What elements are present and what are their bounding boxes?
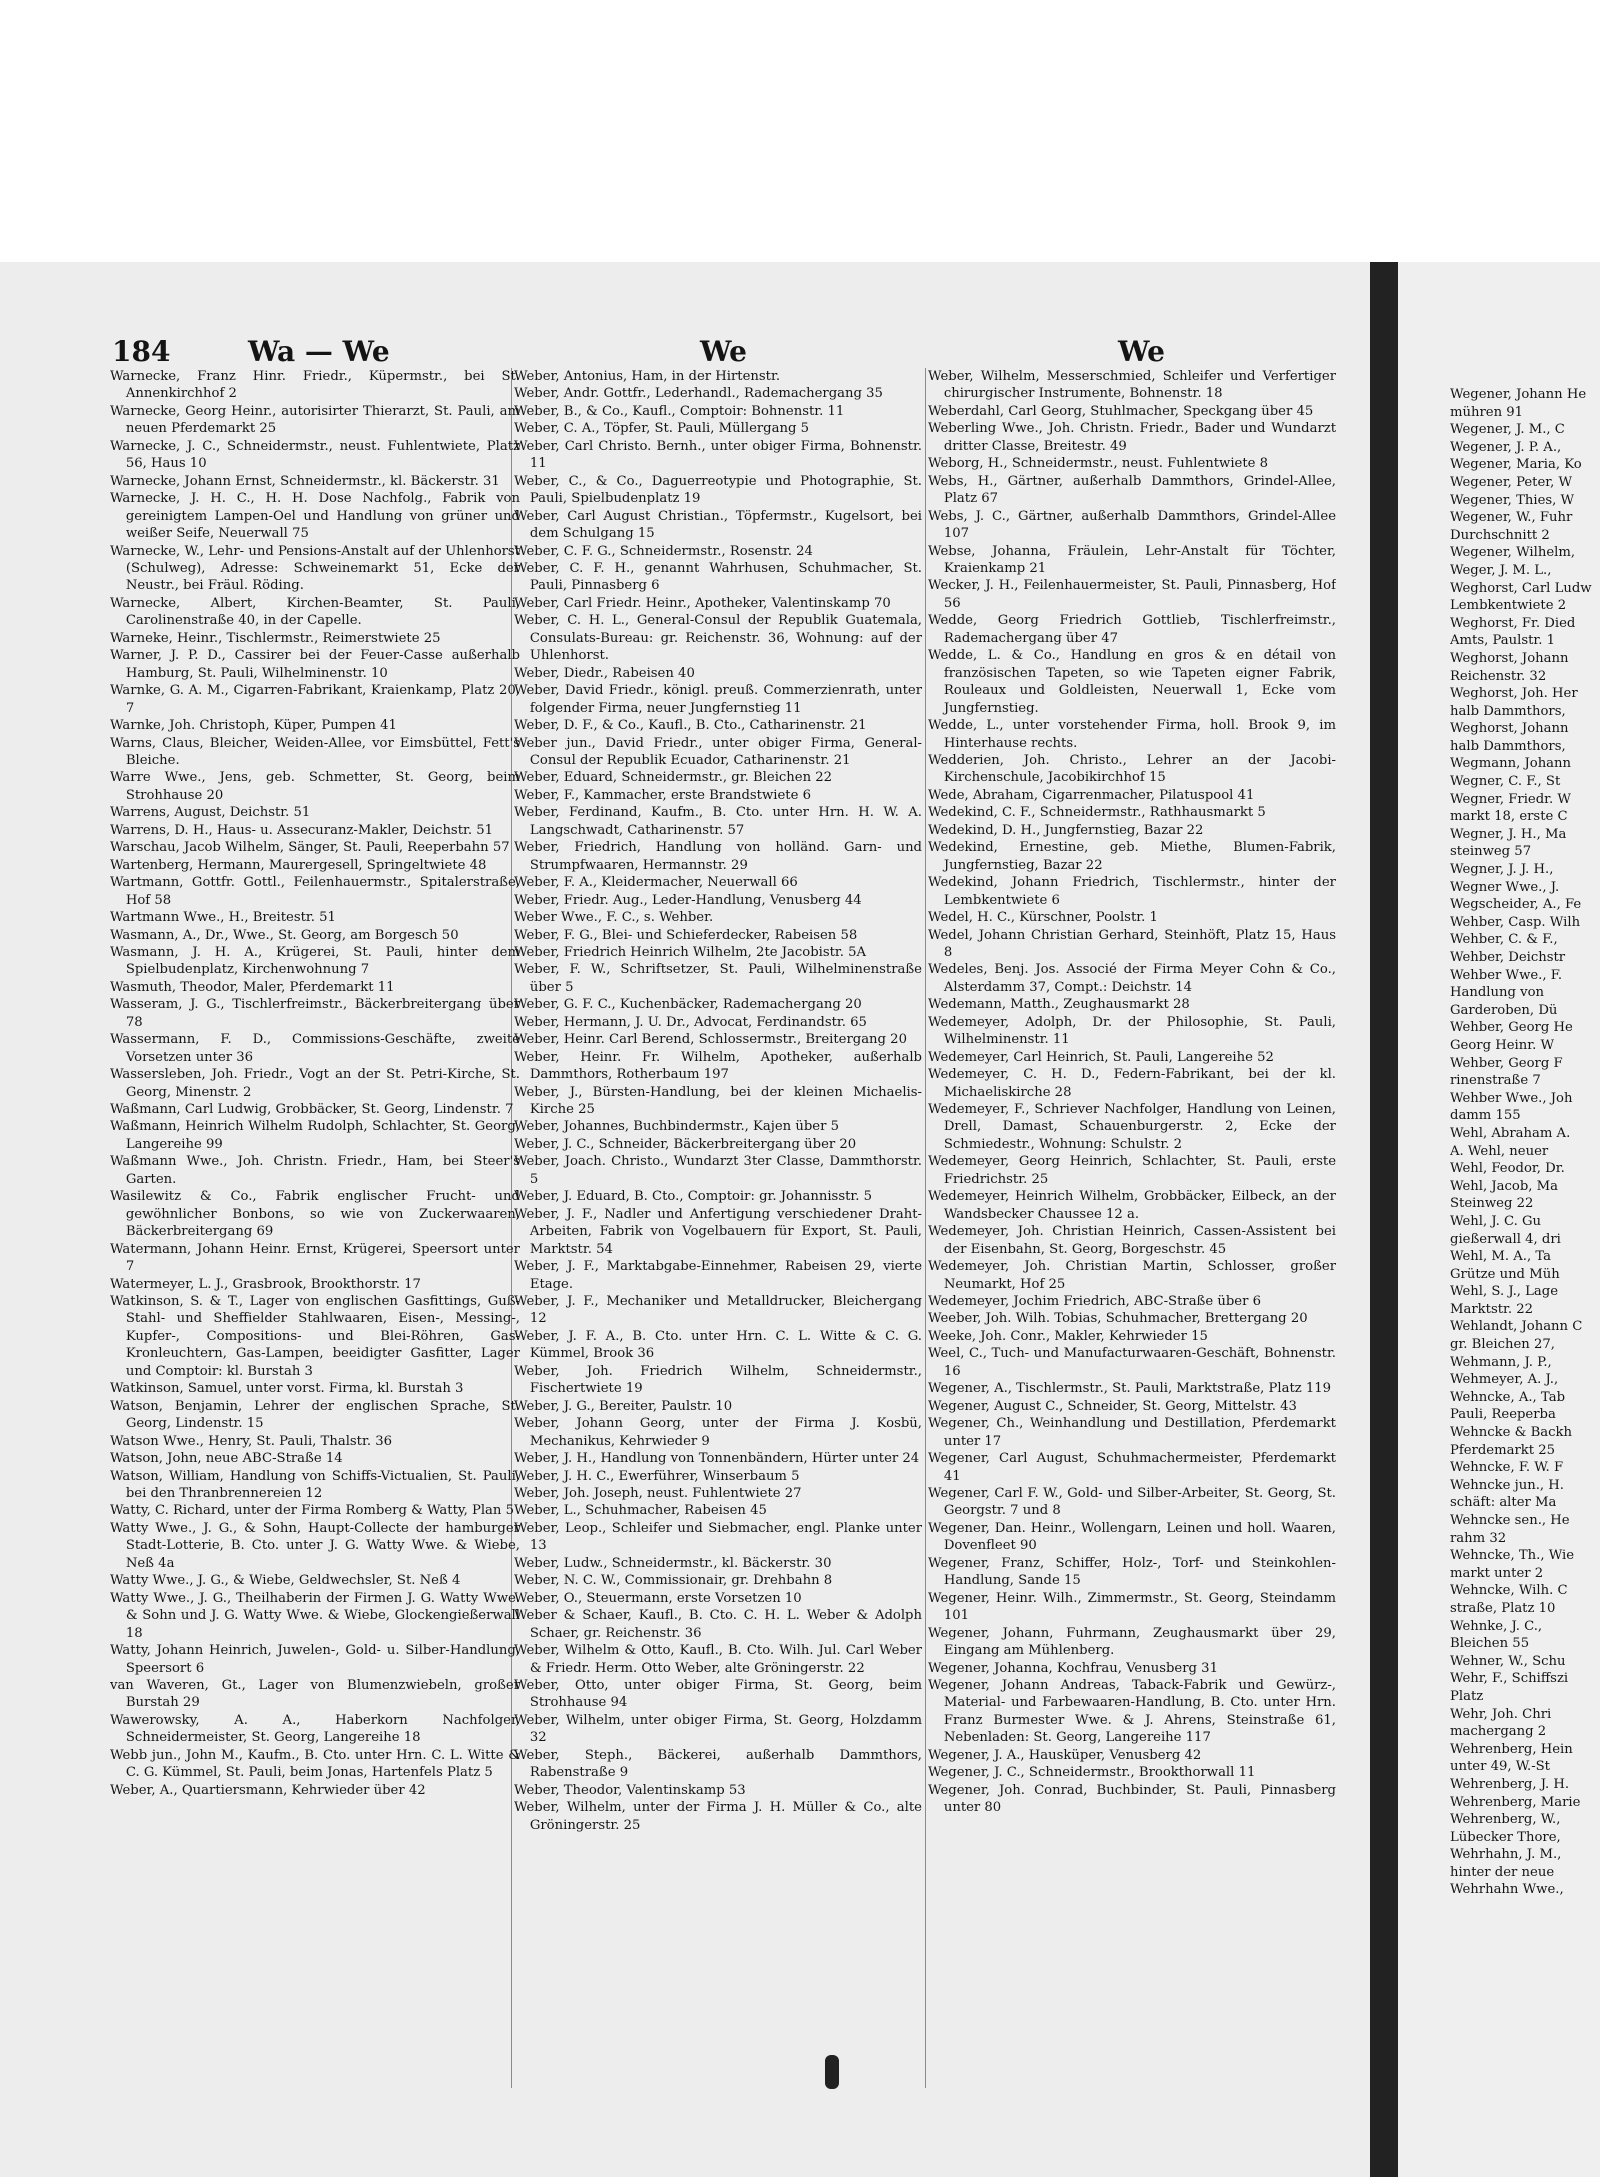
directory-entry: Wegener, Ch., Weinhandlung und Destillation, Pferdemarkt unter 17 — [928, 1416, 1336, 1449]
directory-entry: Wedeles, Benj. Jos. Associé der Firma Meyer Cohn & Co., Alsterdamm 37, Compt.: Deichstr. 14 — [928, 962, 1336, 995]
directory-entry: Watty Wwe., J. G., & Sohn, Haupt-Collecte der hamburger Stadt-Lotterie, B. Cto. unter J. G. Watty Wwe. & Wiebe, Neß 4a — [110, 1520, 520, 1571]
right-page-line: Handlung von — [1450, 985, 1545, 1001]
directory-entry: Warnecke, J. H. C., H. H. Dose Nachfolg., Fabrik von gereinigtem Lampen-Oel und Handlung von grüner und weißer Seife, Neuerwall 75 — [110, 491, 520, 542]
directory-entry: Wedemeyer, Carl Heinrich, St. Pauli, Langereihe 52 — [928, 1049, 1274, 1065]
right-page-line: Wehber, Casp. Wilh — [1450, 914, 1581, 930]
right-page-line: hinter der neue — [1450, 1864, 1555, 1880]
right-page-column — [1450, 386, 1600, 2106]
directory-entry: Watermann, Johann Heinr. Ernst, Krügerei, Speersort unter 7 — [110, 1241, 520, 1275]
directory-entry: Weber, N. C. W., Commissionair, gr. Drehbahn 8 — [514, 1573, 833, 1589]
right-page-line: Wehncke, Th., Wie — [1450, 1548, 1575, 1564]
directory-entry: Weber, Wilhelm, unter der Firma J. H. Müller & Co., alte Gröningerstr. 25 — [514, 1800, 922, 1833]
directory-entry: Weber, Joh. Friedrich Wilhelm, Schneidermstr., Fischertwiete 19 — [514, 1363, 922, 1397]
directory-entry: Weber, David Friedr., königl. preuß. Commerzienrath, unter folgender Firma, neuer Jungfernstieg 11 — [514, 683, 922, 716]
column-rule — [925, 368, 926, 2088]
directory-entry: Weber, F. A., Kleidermacher, Neuerwall 66 — [514, 875, 798, 891]
right-page-line: Wehmeyer, A. J., — [1450, 1372, 1559, 1388]
directory-entry: Weber, J. F., Mechaniker und Metalldrucker, Bleichergang 12 — [514, 1294, 922, 1327]
right-page-line: Garderoben, Dü — [1450, 1002, 1558, 1018]
directory-entry: Weber, Wilhelm, unter obiger Firma, St. Georg, Holzdamm 32 — [514, 1712, 922, 1746]
directory-entry: Weber, O., Steuermann, erste Vorsetzen 10 — [514, 1590, 802, 1606]
directory-entry: Weber, Ludw., Schneidermstr., kl. Bäckerstr. 30 — [514, 1555, 832, 1571]
directory-entry: Weber, Carl Friedr. Heinr., Apotheker, Valentinskamp 70 — [514, 595, 891, 611]
directory-entry: Warrens, August, Deichstr. 51 — [110, 805, 311, 821]
directory-entry: Wegener, J. A., Hausküper, Venusberg 42 — [928, 1747, 1202, 1763]
directory-entry: Weber, Antonius, Ham, in der Hirtenstr. — [514, 369, 781, 384]
directory-entry: Weber Wwe., F. C., s. Wehber. — [514, 910, 714, 926]
directory-entry: Weber, L., Schuhmacher, Rabeisen 45 — [514, 1503, 767, 1519]
directory-entry: Wedemeyer, Heinrich Wilhelm, Grobbäcker, Eilbeck, an der Wandsbecker Chaussee 12 a. — [928, 1189, 1336, 1222]
column-head-3: We — [1118, 335, 1165, 368]
right-page-line: Wehl, Jacob, Ma — [1450, 1178, 1559, 1194]
right-page-line: Wehncke jun., H. — [1450, 1477, 1564, 1493]
directory-entry: Waßmann, Carl Ludwig, Grobbäcker, St. Georg, Lindenstr. 7 — [110, 1102, 514, 1118]
column-head-1: Wa — We — [248, 335, 390, 368]
directory-entry: Wegener, Johann Andreas, Taback-Fabrik und Gewürz-, Material- und Farbewaaren-Handlung, B. Cto. unter Hrn. Franz Burmester Wwe. & J. Ahrens, Steinstraße 61, Nebenladen: St. Georg, Langereihe 117 — [928, 1677, 1336, 1746]
directory-entry: Weber, J. H. C., Ewerführer, Winserbaum 5 — [514, 1468, 800, 1484]
directory-entry: Warnecke, W., Lehr- und Pensions-Anstalt auf der Uhlenhorst (Schulweg), Adresse: Schweinemarkt 51, Ecke der Neustr., bei Fräul. Röding. — [110, 543, 520, 594]
directory-entry: Webse, Johanna, Fräulein, Lehr-Anstalt für Töchter, Kraienkamp 21 — [928, 543, 1336, 576]
directory-entry: Weber, Wilhelm & Otto, Kaufl., B. Cto. Wilh. Jul. Carl Weber & Friedr. Herm. Otto Weber, alte Gröningerstr. 22 — [514, 1643, 922, 1676]
directory-entry: Weber, J., Bürsten-Handlung, bei der kleinen Michaelis-Kirche 25 — [514, 1084, 922, 1118]
directory-entry: Webs, J. C., Gärtner, außerhalb Dammthors, Grindel-Allee 107 — [928, 508, 1336, 542]
directory-entry: Weber, Friedrich Heinrich Wilhelm, 2te Jacobistr. 5A — [514, 944, 867, 960]
directory-entry: Wegener, J. C., Schneidermstr., Brookthorwall 11 — [928, 1765, 1256, 1781]
right-page-line: Steinweg 22 — [1450, 1196, 1534, 1212]
directory-entry: Watkinson, Samuel, unter vorst. Firma, kl. Burstah 3 — [110, 1381, 464, 1397]
right-page-line: Grütze und Müh — [1450, 1266, 1560, 1282]
right-page-line: gießerwall 4, dri — [1450, 1231, 1561, 1247]
right-page-line: Wehl, Abraham A. — [1450, 1125, 1571, 1141]
right-page-line: Durchschnitt 2 — [1450, 527, 1550, 543]
right-page-line: Wehber Wwe., F. — [1450, 967, 1563, 983]
directory-entry: Weber, G. F. C., Kuchenbäcker, Rademachergang 20 — [514, 997, 862, 1013]
directory-entry: Weber, F., Kammacher, erste Brandstwiete 6 — [514, 787, 811, 803]
right-page-line: Weger, J. M. L., — [1450, 562, 1552, 578]
right-page-line: Amts, Paulstr. 1 — [1450, 633, 1556, 649]
directory-entry: Watson, William, Handlung von Schiffs-Victualien, St. Pauli, bei den Thranbrennereien 12 — [110, 1468, 520, 1501]
directory-entry: Wartmann, Gottfr. Gottl., Feilenhauermstr., Spitalerstraße, Hof 58 — [110, 875, 520, 908]
directory-entry: Webb jun., John M., Kaufm., B. Cto. unter Hrn. C. L. Witte & C. G. Kümmel, St. Pauli, beim Jonas, Hartenfels Platz 5 — [110, 1747, 520, 1781]
directory-entry: Wegener, Joh. Conrad, Buchbinder, St. Pauli, Pinnasberg unter 80 — [928, 1782, 1336, 1816]
directory-column-3 — [928, 368, 1336, 2108]
directory-entry: Wedekind, C. F., Schneidermstr., Rathhausmarkt 5 — [928, 805, 1266, 821]
directory-entry: Wegener, A., Tischlermstr., St. Pauli, Marktstraße, Platz 119 — [928, 1381, 1332, 1397]
directory-entry: Weber, J. G., Bereiter, Paulstr. 10 — [514, 1398, 733, 1414]
directory-entry: Wegener, Heinr. Wilh., Zimmermstr., St. Georg, Steindamm 101 — [928, 1590, 1336, 1624]
right-page-line: gr. Bleichen 27, — [1450, 1337, 1555, 1353]
directory-entry: Wedemann, Matth., Zeughausmarkt 28 — [928, 997, 1190, 1013]
right-page-line: Wehr, F., Schiffszi — [1450, 1671, 1569, 1687]
right-page-line: Wegscheider, A., Fe — [1450, 897, 1582, 913]
directory-entry: Warschau, Jacob Wilhelm, Sänger, St. Pauli, Reeperbahn 57 — [110, 840, 510, 856]
directory-entry: Wawerowsky, A. A., Haberkorn Nachfolger, Schneidermeister, St. Georg, Langereihe 18 — [110, 1712, 520, 1746]
directory-entry: Watty Wwe., J. G., & Wiebe, Geldwechsler, St. Neß 4 — [110, 1573, 461, 1589]
right-page-line: Weghorst, Fr. Died — [1450, 615, 1576, 631]
directory-entry: Warnecke, Albert, Kirchen-Beamter, St. Pauli, Carolinenstraße 40, in der Capelle. — [110, 595, 520, 629]
directory-entry: Wedemeyer, Joh. Christian Martin, Schlosser, großer Neumarkt, Hof 25 — [928, 1259, 1336, 1292]
directory-entry: Wede, Abraham, Cigarrenmacher, Pilatuspool 41 — [928, 787, 1255, 803]
right-page-line: Wehner, W., Schu — [1450, 1653, 1566, 1669]
directory-entry: Wedel, Johann Christian Gerhard, Steinhöft, Platz 15, Haus 8 — [928, 927, 1336, 960]
directory-entry: Watty, Johann Heinrich, Juwelen-, Gold- u. Silber-Handlung, Speersort 6 — [110, 1643, 520, 1676]
right-page-line: markt 18, erste C — [1450, 809, 1568, 825]
right-page-line: halb Dammthors, — [1450, 703, 1566, 719]
right-page-line: Wehber, Deichstr — [1450, 950, 1566, 965]
directory-entry: Weber, Eduard, Schneidermstr., gr. Bleichen 22 — [514, 770, 833, 786]
directory-entry: Wegener, Johann, Fuhrmann, Zeughausmarkt über 29, Eingang am Mühlenberg. — [928, 1625, 1336, 1659]
directory-entry: Wasseram, J. G., Tischlerfreimstr., Bäckerbreitergang über 78 — [110, 997, 520, 1030]
right-page-line: Wehlandt, Johann C — [1450, 1319, 1583, 1335]
ink-blot — [825, 2055, 839, 2089]
directory-entry: Wedemeyer, F., Schriever Nachfolger, Handlung von Leinen, Drell, Damast, Schauenburgerstr. 2, Ecke der Schmiedestr., Wohnung: Schulstr. 2 — [928, 1102, 1336, 1152]
directory-entry: Wedemeyer, Jochim Friedrich, ABC-Straße über 6 — [928, 1294, 1261, 1310]
right-page-line: Wehl, J. C. Gu — [1450, 1213, 1542, 1229]
directory-entry: Warnecke, Georg Heinr., autorisirter Thierarzt, St. Pauli, am neuen Pferdemarkt 25 — [110, 403, 520, 437]
right-page-line: Georg Heinr. W — [1450, 1037, 1555, 1053]
directory-entry: Weber, Friedr. Aug., Leder-Handlung, Venusberg 44 — [514, 892, 862, 908]
right-page-line: Wehrenberg, Hein — [1450, 1741, 1573, 1757]
directory-entry: Weber, Leop., Schleifer und Siebmacher, engl. Planke unter 13 — [514, 1520, 922, 1554]
directory-entry: Weber, J. H., Handlung von Tonnenbändern, Hürter unter 24 — [514, 1451, 920, 1467]
directory-entry: Weber, Diedr., Rabeisen 40 — [514, 665, 695, 681]
right-page-line: Weghorst, Johann — [1450, 721, 1569, 737]
right-page-line: Wehl, S. J., Lage — [1450, 1284, 1559, 1300]
right-page-line: Wehrhahn, J. M., — [1450, 1847, 1562, 1863]
directory-entry: Weber, Joach. Christo., Wundarzt 3ter Classe, Dammthorstr. 5 — [514, 1154, 922, 1187]
directory-entry: Weber, C. F. G., Schneidermstr., Rosenstr. 24 — [514, 543, 813, 559]
directory-entry: Weber, Johannes, Buchbindermstr., Kajen über 5 — [514, 1119, 839, 1135]
right-page-line: Wehncke sen., He — [1450, 1513, 1570, 1528]
directory-entry: Wedekind, Johann Friedrich, Tischlermstr., hinter der Lembkentwiete 6 — [928, 875, 1336, 908]
directory-entry: Wassermann, F. D., Commissions-Geschäfte, zweite Vorsetzen unter 36 — [110, 1032, 520, 1065]
right-page-line: damm 155 — [1450, 1108, 1521, 1124]
right-page-line: Wehl, M. A., Ta — [1450, 1249, 1551, 1265]
directory-entry: Weel, C., Tuch- und Manufacturwaaren-Geschäft, Bohnenstr. 16 — [928, 1346, 1336, 1379]
directory-entry: Wartmann Wwe., H., Breitestr. 51 — [110, 910, 336, 926]
directory-entry: Weber, Carl August Christian., Töpfermstr., Kugelsort, bei dem Schulgang 15 — [514, 508, 922, 542]
directory-entry: Weber, Otto, unter obiger Firma, St. Georg, beim Strohhause 94 — [514, 1677, 922, 1711]
right-page-line: Marktstr. 22 — [1450, 1301, 1534, 1317]
right-page-line: Pauli, Reeperba — [1450, 1407, 1556, 1423]
right-page-line: Wegner, J. J. H., — [1450, 862, 1554, 878]
right-page-line: markt unter 2 — [1450, 1565, 1544, 1581]
directory-entry: Wegener, August C., Schneider, St. Georg, Mittelstr. 43 — [928, 1398, 1297, 1414]
directory-entry: van Waveren, Gt., Lager von Blumenzwiebeln, großer Burstah 29 — [110, 1677, 520, 1711]
right-page-line: Wehr, Joh. Chri — [1450, 1706, 1552, 1722]
directory-entry: Wedde, L. & Co., Handlung en gros & en détail von französischen Tapeten, so wie Tapeten eigner Fabrik, Rouleaux und Goldleisten, Neuerwall 1, Ecke vom Jungfernstieg. — [928, 648, 1336, 716]
right-page-line: Wegener, Johann He — [1450, 387, 1587, 402]
directory-entry: Wedemeyer, C. H. D., Federn-Fabrikant, bei der kl. Michaeliskirche 28 — [928, 1067, 1336, 1100]
directory-entry: Weber, C. F. H., genannt Wahrhusen, Schuhmacher, St. Pauli, Pinnasberg 6 — [514, 560, 922, 594]
column-head-2: We — [700, 335, 747, 368]
page-gutter — [1370, 262, 1398, 2177]
right-page-line: Lübecker Thore, — [1450, 1829, 1561, 1845]
right-page-line: schäft: alter Ma — [1450, 1495, 1557, 1511]
directory-entry: Waßmann, Heinrich Wilhelm Rudolph, Schlachter, St. Georg, Langereihe 99 — [110, 1119, 520, 1152]
directory-entry: Webs, H., Gärtner, außerhalb Dammthors, Grindel-Allee, Platz 67 — [928, 473, 1336, 507]
directory-entry: Wasilewitz & Co., Fabrik englischer Frucht- und gewöhnlicher Bonbons, so wie von Zuckerwaaren, Bäckerbreitergang 69 — [110, 1189, 520, 1240]
right-page-line: rahm 32 — [1450, 1530, 1507, 1546]
right-page-line: Wegener, W., Fuhr — [1450, 510, 1573, 526]
right-page-line: Bleichen 55 — [1450, 1636, 1530, 1652]
directory-entry: Watson, John, neue ABC-Straße 14 — [110, 1451, 343, 1467]
directory-entry: Watty, C. Richard, unter der Firma Romberg & Watty, Plan 5 — [110, 1503, 514, 1519]
directory-entry: Weber, D. F., & Co., Kaufl., B. Cto., Catharinenstr. 21 — [514, 718, 867, 734]
right-page-line: Wegner, C. F., St — [1450, 774, 1561, 790]
directory-entry: Wegener, Johanna, Kochfrau, Venusberg 31 — [928, 1660, 1218, 1676]
directory-entry: Warneke, Heinr., Tischlermstr., Reimerstwiete 25 — [110, 630, 441, 646]
directory-entry: Weber, Heinr. Carl Berend, Schlossermstr., Breitergang 20 — [514, 1032, 907, 1048]
directory-entry: Wedde, Georg Friedrich Gottlieb, Tischlerfreimstr., Rademachergang über 47 — [928, 613, 1336, 646]
right-page-line: Wegener, J. P. A., — [1450, 439, 1562, 455]
directory-entry: Weber, J. Eduard, B. Cto., Comptoir: gr. Johannisstr. 5 — [514, 1189, 873, 1205]
right-page-line: Wegner, J. H., Ma — [1450, 826, 1567, 842]
directory-entry: Wegener, Carl August, Schuhmachermeister, Pferdemarkt 41 — [928, 1451, 1336, 1484]
directory-entry: Weber, J. C., Schneider, Bäckerbreitergang über 20 — [514, 1136, 857, 1152]
directory-entry: Wassersleben, Joh. Friedr., Vogt an der St. Petri-Kirche, St. Georg, Minenstr. 2 — [110, 1067, 520, 1100]
directory-entry: Waßmann Wwe., Joh. Christn. Friedr., Ham, bei Steer's Garten. — [110, 1154, 520, 1187]
directory-entry: Warnecke, Franz Hinr. Friedr., Küpermstr., bei St. Annenkirchhof 2 — [110, 369, 520, 402]
right-page-line: unter 49, W.-St — [1450, 1759, 1550, 1775]
directory-entry: Weber, Heinr. Fr. Wilhelm, Apotheker, außerhalb Dammthors, Rotherbaum 197 — [514, 1049, 922, 1083]
right-page-line: Wehrenberg, Marie — [1450, 1794, 1581, 1810]
right-page-line: Wegener, Maria, Ko — [1450, 457, 1582, 473]
right-page-line: Wegener, Wilhelm, — [1450, 545, 1576, 561]
right-page-line: Wehncke, Wilh. C — [1450, 1583, 1568, 1599]
directory-entry: Wedde, L., unter vorstehender Firma, holl. Brook 9, im Hinterhause rechts. — [928, 718, 1336, 751]
directory-entry: Warrens, D. H., Haus- u. Assecuranz-Makler, Deichstr. 51 — [110, 822, 494, 838]
directory-entry: Warner, J. P. D., Cassirer bei der Feuer-Casse außerhalb Hamburg, St. Pauli, Wilhelminenstr. 10 — [110, 648, 520, 681]
directory-entry: Wedel, H. C., Kürschner, Poolstr. 1 — [928, 910, 1158, 926]
right-page-line: Wehrenberg, J. H. — [1450, 1776, 1570, 1792]
directory-entry: Weber, F. G., Blei- und Schieferdecker, Rabeisen 58 — [514, 927, 858, 943]
directory-entry: Warnecke, J. C., Schneidermstr., neust. Fuhlentwiete, Platz 56, Haus 10 — [110, 438, 520, 472]
directory-entry: Weber, Johann Georg, unter der Firma J. Kosbü, Mechanikus, Kehrwieder 9 — [514, 1416, 922, 1449]
directory-entry: Wartenberg, Hermann, Maurergesell, Springeltwiete 48 — [110, 857, 487, 873]
right-page-line: straße, Platz 10 — [1450, 1600, 1556, 1616]
directory-entry: Weber, J. F., Nadler und Anfertigung verschiedener Draht-Arbeiten, Fabrik von Vogelbauern für Export, St. Pauli, Marktstr. 54 — [514, 1206, 922, 1257]
right-page-line: Weghorst, Carl Ludw — [1450, 580, 1592, 596]
directory-entry: Wasmann, J. H. A., Krügerei, St. Pauli, hinter dem Spielbudenplatz, Kirchenwohnung 7 — [110, 944, 520, 978]
directory-entry: Weber, Hermann, J. U. Dr., Advocat, Ferdinandstr. 65 — [514, 1014, 867, 1030]
right-page-line: Wegener, Peter, W — [1450, 474, 1573, 490]
right-page-line: Weghorst, Joh. Her — [1450, 686, 1578, 702]
right-page-line: machergang 2 — [1450, 1724, 1547, 1740]
directory-entry: Warnecke, Johann Ernst, Schneidermstr., kl. Bäckerstr. 31 — [110, 473, 500, 489]
directory-entry: Weber, B., & Co., Kaufl., Comptoir: Bohnenstr. 11 — [514, 403, 845, 419]
right-page-line: Wehncke, F. W. F — [1450, 1460, 1564, 1476]
directory-entry: Weber, C., & Co., Daguerreotypie und Photographie, St. Pauli, Spielbudenplatz 19 — [514, 473, 922, 507]
right-page-line: Wehber, C. & F., — [1450, 932, 1558, 948]
directory-entry: Weber & Schaer, Kaufl., B. Cto. C. H. L. Weber & Adolph Schaer, gr. Reichenstr. 36 — [514, 1608, 922, 1641]
right-page-line: Lembkentwiete 2 — [1450, 598, 1567, 614]
directory-entry: Weber, J. F. A., B. Cto. unter Hrn. C. L. Witte & C. G. Kümmel, Brook 36 — [514, 1328, 922, 1362]
directory-entry: Weber jun., David Friedr., unter obiger Firma, General-Consul der Republik Ecuador, Catharinenstr. 21 — [514, 735, 922, 768]
right-page-line: mühren 91 — [1450, 404, 1524, 420]
directory-entry: Weber, Friedrich, Handlung von holländ. Garn- und Strumpfwaaren, Hermannstr. 29 — [514, 840, 922, 873]
right-page-line: Wehber Wwe., Joh — [1450, 1090, 1573, 1106]
directory-entry: Watson Wwe., Henry, St. Pauli, Thalstr. 36 — [110, 1433, 392, 1449]
right-page-line: Wehncke & Backh — [1450, 1425, 1572, 1441]
right-page-line: rinenstraße 7 — [1450, 1073, 1541, 1089]
directory-entry: Wegener, Carl F. W., Gold- und Silber-Arbeiter, St. Georg, St. Georgstr. 7 und 8 — [928, 1486, 1336, 1519]
directory-entry: Weborg, H., Schneidermstr., neust. Fuhlentwiete 8 — [928, 456, 1269, 472]
right-page-line: Wehnke, J. C., — [1450, 1618, 1543, 1634]
right-page-line: Pferdemarkt 25 — [1450, 1442, 1556, 1458]
right-page-line: Wegner Wwe., J. — [1450, 879, 1560, 895]
directory-entry: Wegener, Dan. Heinr., Wollengarn, Leinen und holl. Waaren, Dovenfleet 90 — [928, 1520, 1336, 1554]
directory-entry: Weberling Wwe., Joh. Christn. Friedr., Bader und Wundarzt dritter Classe, Breitestr. 49 — [928, 421, 1336, 454]
directory-entry: Weber, C. A., Töpfer, St. Pauli, Müllergang 5 — [514, 421, 809, 437]
right-page-line: Wehrhahn Wwe., — [1450, 1882, 1564, 1898]
directory-entry: Weber, Andr. Gottfr., Lederhandl., Rademachergang 35 — [514, 386, 883, 402]
right-page-line: Platz — [1450, 1688, 1484, 1704]
directory-entry: Watermeyer, L. J., Grasbrook, Brookthorstr. 17 — [110, 1276, 421, 1292]
right-page-line: Wegener, J. M., C — [1450, 422, 1565, 438]
right-page-line: Wehmann, J. P., — [1450, 1354, 1552, 1370]
right-page-line: Wehber, Georg He — [1450, 1020, 1573, 1036]
directory-entry: Weber, Joh. Joseph, neust. Fuhlentwiete 27 — [514, 1486, 802, 1501]
directory-entry: Warns, Claus, Bleicher, Weiden-Allee, vor Eimsbüttel, Fett's Bleiche. — [110, 735, 520, 768]
directory-column-1 — [110, 368, 520, 2108]
directory-entry: Weber, F. W., Schriftsetzer, St. Pauli, Wilhelminenstraße über 5 — [514, 962, 922, 995]
directory-entry: Wedderien, Joh. Christo., Lehrer an der Jacobi-Kirchenschule, Jacobikirchhof 15 — [928, 752, 1336, 786]
right-page-line: Wehl, Feodor, Dr. — [1450, 1161, 1565, 1177]
directory-entry: Weber, A., Quartiersmann, Kehrwieder über 42 — [110, 1782, 426, 1798]
directory-column-2 — [514, 368, 922, 2108]
right-page-line: Wehncke, A., Tab — [1450, 1389, 1566, 1405]
directory-entry: Weber, Theodor, Valentinskamp 53 — [514, 1782, 746, 1798]
directory-entry: Wecker, J. H., Feilenhauermeister, St. Pauli, Pinnasberg, Hof 56 — [928, 578, 1336, 611]
directory-entry: Weber, Ferdinand, Kaufm., B. Cto. unter Hrn. H. W. A. Langschwadt, Catharinenstr. 57 — [514, 805, 922, 838]
directory-entry: Watson, Benjamin, Lehrer der englischen Sprache, St. Georg, Lindenstr. 15 — [110, 1398, 520, 1432]
right-page-line: steinweg 57 — [1450, 844, 1532, 860]
directory-entry: Warre Wwe., Jens, geb. Schmetter, St. Georg, beim Strohhause 20 — [110, 770, 520, 803]
right-page-line: Wehrenberg, W., — [1450, 1812, 1561, 1828]
directory-entry: Weber, Carl Christo. Bernh., unter obiger Firma, Bohnenstr. 11 — [514, 438, 922, 472]
directory-entry: Warnke, G. A. M., Cigarren-Fabrikant, Kraienkamp, Platz 20, 7 — [110, 683, 520, 716]
right-page-line: Wehber, Georg F — [1450, 1055, 1563, 1071]
directory-entry: Wedekind, D. H., Jungfernstieg, Bazar 22 — [928, 822, 1204, 838]
page-number: 184 — [112, 335, 171, 368]
directory-entry: Weber, Steph., Bäckerei, außerhalb Dammthors, Rabenstraße 9 — [514, 1747, 922, 1781]
directory-entry: Weber, Wilhelm, Messerschmied, Schleifer und Verfertiger chirurgischer Instrumente, Bohnenstr. 18 — [928, 369, 1336, 402]
right-page-line: Wegner, Friedr. W — [1450, 791, 1571, 807]
right-page-line: Weghorst, Johann — [1450, 650, 1569, 666]
directory-entry: Wedemeyer, Joh. Christian Heinrich, Cassen-Assistent bei der Eisenbahn, St. Georg, Borgeschstr. 45 — [928, 1224, 1336, 1257]
directory-entry: Wedekind, Ernestine, geb. Miethe, Blumen-Fabrik, Jungfernstieg, Bazar 22 — [928, 840, 1336, 873]
directory-entry: Watty Wwe., J. G., Theilhaberin der Firmen J. G. Watty Wwe. & Sohn und J. G. Watty Wwe. & Wiebe, Glockengießerwall 18 — [110, 1590, 520, 1641]
directory-entry: Wegener, Franz, Schiffer, Holz-, Torf- und Steinkohlen-Handlung, Sande 15 — [928, 1555, 1336, 1589]
right-page-line: halb Dammthors, — [1450, 738, 1566, 754]
directory-entry: Warnke, Joh. Christoph, Küper, Pumpen 41 — [110, 718, 397, 734]
right-page-line: A. Wehl, neuer — [1450, 1143, 1549, 1159]
directory-entry: Weeke, Joh. Conr., Makler, Kehrwieder 15 — [928, 1328, 1208, 1344]
right-page-line: Reichenstr. 32 — [1450, 668, 1547, 684]
directory-entry: Wedemeyer, Georg Heinrich, Schlachter, St. Pauli, erste Friedrichstr. 25 — [928, 1154, 1336, 1187]
directory-entry: Weber, J. F., Marktabgabe-Einnehmer, Rabeisen 29, vierte Etage. — [514, 1259, 922, 1292]
right-page-line: Wegener, Thies, W — [1450, 492, 1575, 508]
directory-entry: Weeber, Joh. Wilh. Tobias, Schuhmacher, Brettergang 20 — [928, 1311, 1308, 1327]
right-page-line: Wegmann, Johann — [1450, 756, 1572, 772]
directory-entry: Watkinson, S. & T., Lager von englischen Gasfittings, Guß-Stahl- und Sheffielder Stahlwaaren, Eisen-, Messing-, Kupfer-, Compositions- und Blei-Röhren, Gas-Kronleuchtern, Gas-Lampen, beeidigter Gasfitter, Lager und Comptoir: kl. Burstah 3 — [110, 1294, 520, 1379]
directory-entry: Wedemeyer, Adolph, Dr. der Philosophie, St. Pauli, Wilhelminenstr. 11 — [928, 1014, 1336, 1048]
directory-entry: Wasmann, A., Dr., Wwe., St. Georg, am Borgesch 50 — [110, 927, 459, 943]
directory-entry: Weber, C. H. L., General-Consul der Republik Guatemala, Consulats-Bureau: gr. Reichenstr. 36, Wohnung: auf der Uhlenhorst. — [514, 613, 922, 664]
directory-entry: Wasmuth, Theodor, Maler, Pferdemarkt 11 — [110, 979, 395, 995]
directory-entry: Weberdahl, Carl Georg, Stuhlmacher, Speckgang über 45 — [928, 403, 1314, 419]
